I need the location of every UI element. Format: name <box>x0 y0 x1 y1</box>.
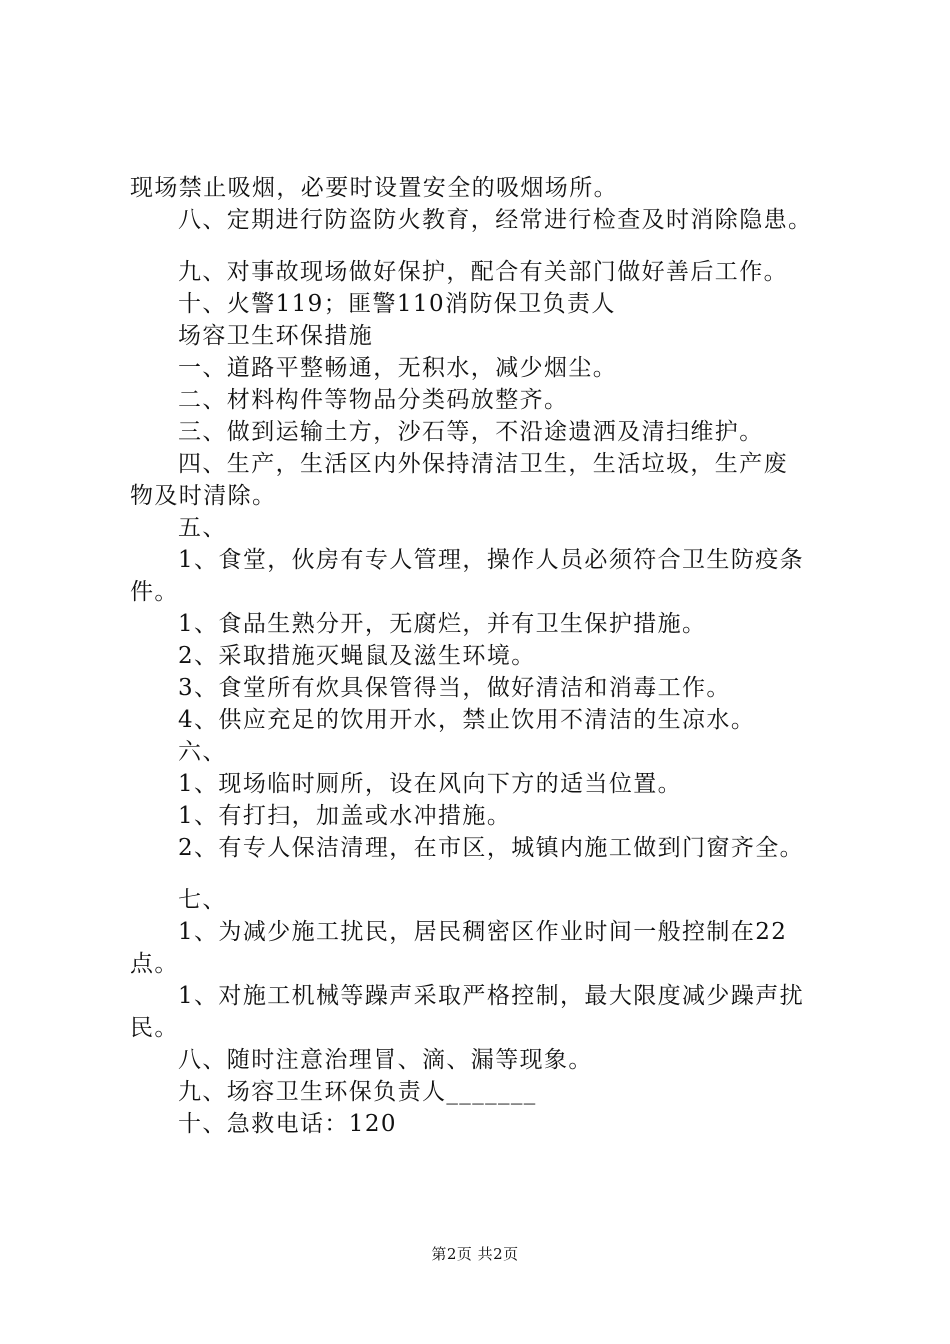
text-line: 1、对施工机械等躁声采取严格控制，最大限度减少躁声扰 <box>178 983 805 1009</box>
text-line: 4、供应充足的饮用开水，禁止饮用不清洁的生凉水。 <box>178 707 756 733</box>
section-heading: 场容卫生环保措施 <box>178 323 374 349</box>
text-line: 2、有专人保洁清理，在市区，城镇内施工做到门窗齐全。 <box>178 835 805 861</box>
text-line: 1、现场临时厕所，设在风向下方的适当位置。 <box>178 771 683 797</box>
text-line: 十、火警119；匪警110消防保卫负责人 <box>178 291 616 317</box>
text-line: 二、材料构件等物品分类码放整齐。 <box>178 387 569 413</box>
text-line: 五、 <box>178 515 227 541</box>
text-line: 八、定期进行防盗防火教育，经常进行检查及时消除隐患。 <box>178 207 813 233</box>
text-line: 三、做到运输土方，沙石等，不沿途遗洒及清扫维护。 <box>178 419 764 445</box>
text-line: 1、为减少施工扰民，居民稠密区作业时间一般控制在22 <box>178 919 788 945</box>
text-line: 3、食堂所有炊具保管得当，做好清洁和消毒工作。 <box>178 675 731 701</box>
text-line: 民。 <box>130 1015 179 1041</box>
text-line: 1、食堂，伙房有专人管理，操作人员必须符合卫生防疫条 <box>178 547 805 573</box>
text-line: 点。 <box>130 951 179 977</box>
text-line: 九、对事故现场做好保护，配合有关部门做好善后工作。 <box>178 259 788 285</box>
text-line: 四、生产，生活区内外保持清洁卫生，生活垃圾，生产废 <box>178 451 788 477</box>
text-line: 一、道路平整畅通，无积水，减少烟尘。 <box>178 355 618 381</box>
text-line: 八、随时注意治理冒、滴、漏等现象。 <box>178 1047 593 1073</box>
text-line: 2、采取措施灭蝇鼠及滋生环境。 <box>178 643 536 669</box>
document-body <box>130 172 842 1140</box>
text-line: 现场禁止吸烟，必要时设置安全的吸烟场所。 <box>130 175 618 201</box>
text-line: 件。 <box>130 579 179 605</box>
text-line: 1、有打扫，加盖或水冲措施。 <box>178 803 512 829</box>
text-line: 九、场容卫生环保负责人_______ <box>178 1079 537 1105</box>
page-footer: 第2页 共2页 <box>431 1245 519 1263</box>
text-line: 七、 <box>178 887 227 913</box>
paragraph-gap <box>130 864 842 884</box>
text-line: 物及时清除。 <box>130 483 277 509</box>
text-line: 六、 <box>178 739 227 765</box>
paragraph-gap <box>130 236 842 256</box>
text-line: 1、食品生熟分开，无腐烂，并有卫生保护措施。 <box>178 611 707 637</box>
text-line: 十、急救电话：120 <box>178 1111 397 1137</box>
